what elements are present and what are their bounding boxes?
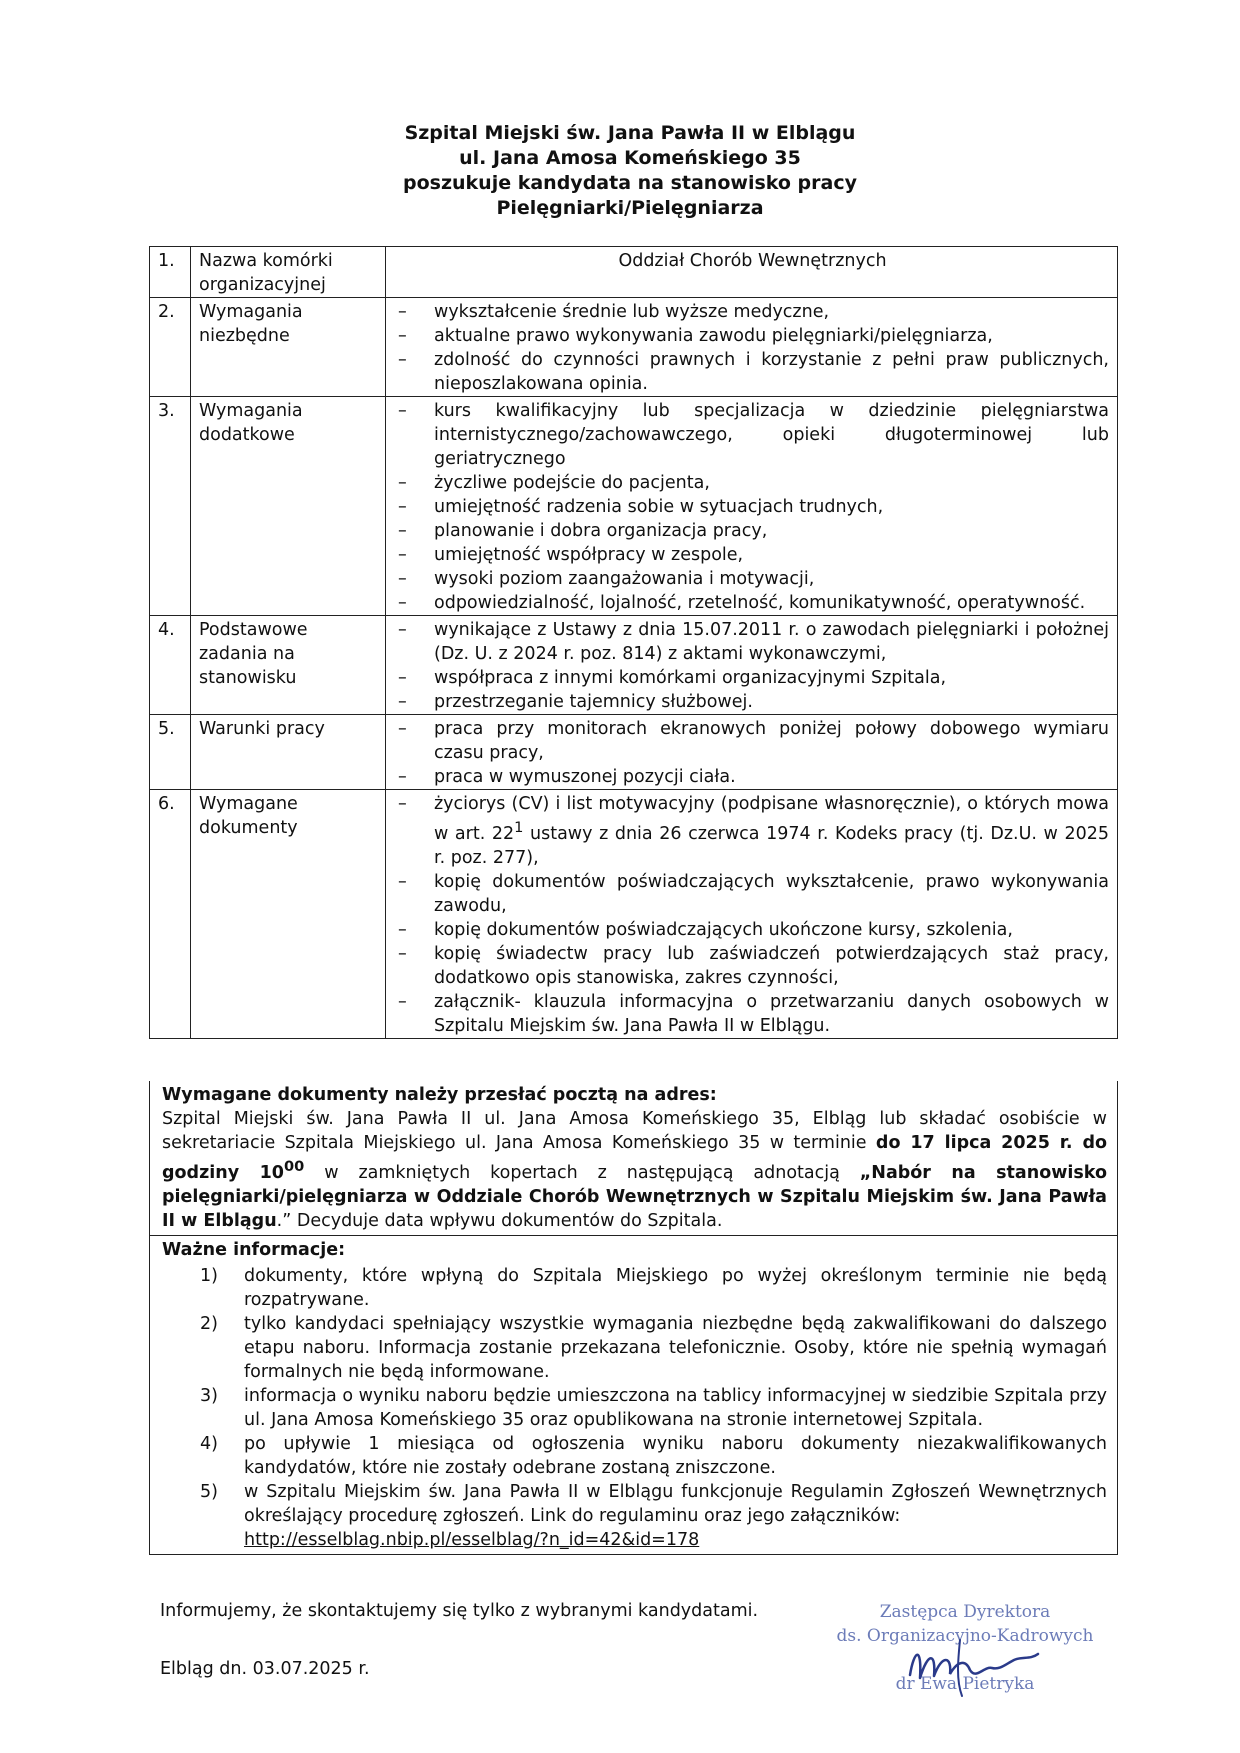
row-number: 6. bbox=[150, 790, 191, 1039]
row-number: 4. bbox=[150, 616, 191, 715]
document-date: Elbląg dn. 03.07.2025 r. bbox=[160, 1659, 370, 1679]
hospital-address: ul. Jana Amosa Komeńskiego 35 bbox=[459, 147, 801, 169]
list-item: 5) w Szpitalu Miejskim św. Jana Pawła II w Elblągu funkcjonuje Regulamin Zgłoszeń Wewnętrznych określający procedurę zgłoszeń. Link do regulaminu oraz jego załączników: http://esselblag.nbip.pl/esselblag/?n_id=42&id=178 bbox=[200, 1481, 1107, 1550]
list-item: – załącznik- klauzula informacyjna o przetwarzaniu danych osobowych w Szpitalu Miejskim św. Jana Pawła II w Elblągu. bbox=[396, 990, 1109, 1038]
list-item: – kopię dokumentów poświadczających wykształcenie, prawo wykonywania zawodu, bbox=[396, 870, 1109, 918]
list-item: – kopię świadectw pracy lub zaświadczeń potwierdzających staż pracy, dodatkowo opis stanowiska, zakres czynności, bbox=[396, 942, 1109, 990]
row-number: 1. bbox=[150, 247, 191, 298]
list-item: – planowanie i dobra organizacja pracy, bbox=[396, 519, 1109, 543]
important-info-section bbox=[150, 1236, 1117, 1554]
list-item: – praca w wymuszonej pozycji ciała. bbox=[396, 765, 1109, 789]
stamp-department: ds. Organizacyjno-Kadrowych bbox=[836, 1626, 1094, 1646]
stamp-name: dr Ewa Pietryka bbox=[895, 1674, 1035, 1694]
job-details-table bbox=[149, 246, 1118, 1039]
basic-tasks-list bbox=[396, 618, 1109, 714]
list-item: – kurs kwalifikacyjny lub specjalizacja w dziedzinie pielęgniarstwa internistycznego/zachowawczego, opieki długoterminowej lub geriatrycznego bbox=[396, 399, 1109, 471]
submission-text: Szpital Miejski św. Jana Pawła II ul. Jana Amosa Komeńskiego 35, Elbląg lub składać osobiście w sekretariacie Szpitala Miejskiego ul. Jana Amosa Komeńskiego 35 w terminie do 17 lipca 2025 r. do godziny $10^{00}$ w zamkniętych kopertach z następującą adnotacją „Nabór na stanowisko pielęgniarki/pielęgniarza w Oddziale Chorób Wewnętrznych w Szpitalu Miejskim św. Jana Pawła II w Elblągu.” Decyduje data wpływu dokumentów do Szpitala. bbox=[162, 1109, 1107, 1231]
important-heading: Ważne informacje: bbox=[162, 1239, 346, 1260]
row-label: Podstawowe zadania na stanowisku bbox=[191, 616, 386, 715]
table-row bbox=[150, 397, 1118, 616]
envelope-annotation: „Nabór na stanowisko pielęgniarki/pielęgniarza w Oddziale Chorób Wewnętrznych w Szpitalu Miejskim św. Jana Pawła II w Elblągu bbox=[162, 1162, 1107, 1231]
row-label: Wymagania niezbędne bbox=[191, 298, 386, 397]
list-item: – kopię dokumentów poświadczających ukończone kursy, szkolenia, bbox=[396, 918, 1109, 942]
list-item: – zdolność do czynności prawnych i korzystanie z pełni praw publicznych, nieposzlakowana opinia. bbox=[396, 348, 1109, 396]
row-number: 5. bbox=[150, 715, 191, 790]
list-item: – praca przy monitorach ekranowych poniżej połowy dobowego wymiaru czasu pracy, bbox=[396, 717, 1109, 765]
regulations-link[interactable]: http://esselblag.nbip.pl/esselblag/?n_id=42&id=178 bbox=[244, 1529, 700, 1550]
handwritten-signature bbox=[900, 1630, 1050, 1700]
contact-note: Informujemy, że skontaktujemy się tylko z wybranymi kandydatami. bbox=[160, 1601, 759, 1621]
submission-section bbox=[150, 1081, 1117, 1236]
table-row bbox=[150, 247, 1118, 298]
required-qualifications-list bbox=[396, 300, 1109, 396]
job-search-line: poszukuje kandydata na stanowisko pracy bbox=[403, 172, 857, 194]
row-label: Wymagane dokumenty bbox=[191, 790, 386, 1039]
department-name: Oddział Chorób Wewnętrznych bbox=[386, 247, 1118, 298]
row-label: Warunki pracy bbox=[191, 715, 386, 790]
additional-requirements-list bbox=[396, 399, 1109, 615]
row-number: 3. bbox=[150, 397, 191, 616]
list-item: – odpowiedzialność, lojalność, rzetelność, komunikatywność, operatywność. bbox=[396, 591, 1109, 615]
row-number: 2. bbox=[150, 298, 191, 397]
document-header bbox=[300, 121, 960, 221]
list-item: – umiejętność radzenia sobie w sytuacjach trudnych, bbox=[396, 495, 1109, 519]
submission-heading: Wymagane dokumenty należy przesłać pocztą na adres: bbox=[162, 1085, 717, 1105]
row-label: Wymagania dodatkowe bbox=[191, 397, 386, 616]
working-conditions-list bbox=[396, 717, 1109, 789]
table-row bbox=[150, 790, 1118, 1039]
table-row bbox=[150, 715, 1118, 790]
list-item: 3) informacja o wyniku naboru będzie umieszczona na tablicy informacyjnej w siedzibie Szpitala przy ul. Jana Amosa Komeńskiego 35 oraz opublikowana na stronie internetowej Szpitala. bbox=[200, 1385, 1107, 1430]
list-item: – przestrzeganie tajemnicy służbowej. bbox=[396, 690, 1109, 714]
list-item: – życzliwe podejście do pacjenta, bbox=[396, 471, 1109, 495]
hospital-name: Szpital Miejski św. Jana Pawła II w Elblągu bbox=[404, 122, 856, 144]
list-item: – aktualne prawo wykonywania zawodu pielęgniarki/pielęgniarza, bbox=[396, 324, 1109, 348]
row-label: Nazwa komórki organizacyjnej bbox=[191, 247, 386, 298]
table-row bbox=[150, 616, 1118, 715]
list-item: – współpraca z innymi komórkami organizacyjnymi Szpitala, bbox=[396, 666, 1109, 690]
stamp-title: Zastępca Dyrektora bbox=[879, 1602, 1051, 1622]
list-item: 2) tylko kandydaci spełniający wszystkie wymagania niezbędne będą zakwalifikowani do dalszego etapu naboru. Informacja zostanie przekazana telefonicznie. Osoby, które nie spełnią wymagań formalnych nie będą informowane. bbox=[200, 1313, 1107, 1382]
list-item: 1) dokumenty, które wpłyną do Szpitala Miejskiego po wyżej określonym terminie nie będą rozpatrywane. bbox=[200, 1265, 1107, 1310]
position-title: Pielęgniarki/Pielęgniarza bbox=[496, 197, 764, 219]
list-item: 4) po upływie 1 miesiąca od ogłoszenia wyniku naboru dokumenty niezakwalifikowanych kandydatów, które nie zostały odebrane zostaną zniszczone. bbox=[200, 1433, 1107, 1478]
list-item: – wynikające z Ustawy z dnia 15.07.2011 r. o zawodach pielęgniarki i położnej (Dz. U. z 2024 r. poz. 814) z aktami wykonawczymi, bbox=[396, 618, 1109, 666]
required-documents-list bbox=[396, 792, 1109, 1038]
deadline: do 17 lipca 2025 r. do godziny $10^{00}$ bbox=[162, 1133, 1107, 1183]
list-item: – życiorys (CV) i list motywacyjny (podpisane własnoręcznie), o których mowa w art. $22^1$ ustawy z dnia 26 czerwca 1974 r. Kodeks pracy (tj. Dz.U. w 2025 r. poz. 277), bbox=[396, 792, 1109, 870]
list-item: – wykształcenie średnie lub wyższe medyczne, bbox=[396, 300, 1109, 324]
list-item: – umiejętność współpracy w zespole, bbox=[396, 543, 1109, 567]
table-row bbox=[150, 298, 1118, 397]
list-item: – wysoki poziom zaangażowania i motywacji, bbox=[396, 567, 1109, 591]
submission-info-box bbox=[149, 1081, 1118, 1555]
important-info-list bbox=[162, 1264, 1107, 1552]
